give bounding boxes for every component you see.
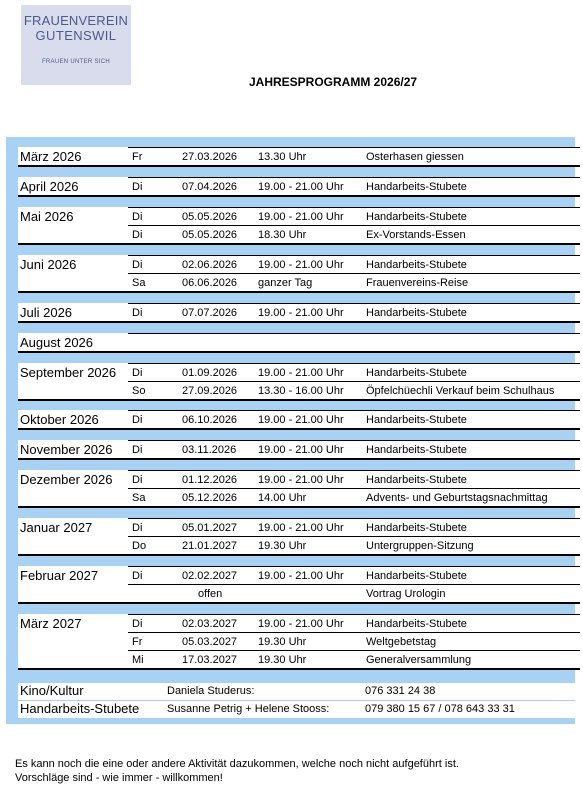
- event-date: 03.11.2026: [182, 444, 237, 456]
- event-date: 27.03.2026: [182, 151, 238, 163]
- event-row: [128, 381, 580, 399]
- month-label: Februar 2027: [20, 568, 99, 583]
- month-block: [18, 470, 580, 508]
- month-label: November 2026: [20, 442, 113, 457]
- month-label: März 2027: [20, 616, 82, 631]
- contact-phone: 079 380 15 67 / 078 643 33 31: [365, 703, 515, 715]
- event-day: Sa: [132, 277, 146, 289]
- month-block: [18, 440, 580, 460]
- event-title: Handarbeits-Stubete: [366, 259, 467, 271]
- event-date: 01.12.2026: [182, 474, 238, 486]
- event-time: 19.00 - 21.00 Uhr: [258, 570, 344, 582]
- event-row: [128, 333, 580, 351]
- event-row: [128, 518, 580, 536]
- event-time: 19.30 Uhr: [258, 636, 307, 648]
- event-row: [128, 147, 580, 165]
- event-date: 21.01.2027: [182, 540, 238, 552]
- event-day: Di: [132, 618, 143, 630]
- event-title: Advents- und Geburtstagsnachmittag: [366, 492, 548, 504]
- event-title: Handarbeits-Stubete: [366, 444, 467, 456]
- event-title: Generalversammlung: [366, 654, 472, 666]
- event-time: 13.30 - 16.00 Uhr: [258, 385, 344, 397]
- event-title: Vortrag Urologin: [366, 588, 446, 600]
- footer-note: [15, 757, 459, 785]
- logo-line1: FRAUENVEREIN: [23, 13, 129, 28]
- contact-row: [18, 683, 580, 700]
- event-time: 19.00 - 21.00 Uhr: [258, 181, 344, 193]
- event-date: 06.10.2026: [182, 414, 238, 426]
- event-date: 05.12.2026: [182, 492, 238, 504]
- contact-name: Susanne Petrig + Helene Stooss:: [167, 703, 330, 715]
- month-block: [18, 147, 580, 167]
- event-time: 19.00 - 21.00 Uhr: [258, 211, 344, 223]
- event-row: [128, 363, 580, 381]
- event-row: [128, 255, 580, 273]
- event-date: 07.07.2026: [182, 307, 238, 319]
- event-time: 18.30 Uhr: [258, 229, 307, 241]
- month-label: Juni 2026: [20, 257, 77, 272]
- contact-label: Handarbeits-Stubete: [20, 701, 140, 716]
- event-day: Di: [132, 229, 143, 241]
- event-day: Di: [132, 444, 143, 456]
- event-day: Di: [132, 259, 143, 271]
- event-row: [128, 614, 580, 632]
- event-date: 05.01.2027: [182, 522, 238, 534]
- event-row: [128, 470, 580, 488]
- event-time: 19.00 - 21.00 Uhr: [258, 522, 344, 534]
- event-title: Handarbeits-Stubete: [366, 307, 467, 319]
- event-date: 05.05.2026: [182, 229, 238, 241]
- month-label: August 2026: [20, 335, 94, 350]
- event-title: Osterhasen giessen: [366, 151, 464, 163]
- event-time: 13.30 Uhr: [258, 151, 307, 163]
- event-day: Di: [132, 211, 143, 223]
- month-label: Mai 2026: [20, 209, 74, 224]
- event-day: So: [132, 385, 146, 397]
- event-date: 06.06.2026: [182, 277, 238, 289]
- month-label: April 2026: [20, 179, 79, 194]
- event-time: 19.30 Uhr: [258, 540, 307, 552]
- contact-label: Kino/Kultur: [20, 683, 84, 698]
- event-day: Fr: [132, 151, 143, 163]
- event-title: Handarbeits-Stubete: [366, 414, 467, 426]
- event-row: [128, 650, 580, 668]
- event-date: 27.09.2026: [182, 385, 238, 397]
- event-time: 19.00 - 21.00 Uhr: [258, 259, 344, 271]
- event-day: Sa: [132, 492, 146, 504]
- event-row: [128, 440, 580, 458]
- event-title: Untergruppen-Sitzung: [366, 540, 474, 552]
- event-time: 19.00 - 21.00 Uhr: [258, 444, 344, 456]
- month-label: Januar 2027: [20, 520, 93, 535]
- month-block: [18, 363, 580, 401]
- contact-phone: 076 331 24 38: [365, 685, 436, 697]
- event-row: [128, 566, 580, 584]
- event-date: 02.02.2027: [182, 570, 238, 582]
- contact-row: [18, 701, 580, 718]
- month-label: Oktober 2026: [20, 412, 99, 427]
- event-time: 19.00 - 21.00 Uhr: [258, 474, 344, 486]
- logo: [21, 5, 131, 85]
- footer-line1: Es kann noch die eine oder andere Aktivität dazukommen, welche noch nicht aufgeführt ist.: [15, 758, 459, 770]
- month-block: [18, 333, 580, 353]
- event-day: Di: [132, 307, 143, 319]
- month-block: [18, 410, 580, 430]
- event-row: [128, 536, 580, 554]
- event-title: Handarbeits-Stubete: [366, 367, 467, 379]
- event-date: 05.03.2027: [182, 636, 238, 648]
- month-label: September 2026: [20, 365, 117, 380]
- event-day: Di: [132, 414, 143, 426]
- event-title: Weltgebetstag: [366, 636, 437, 648]
- event-row: [128, 273, 580, 291]
- program-table: [6, 137, 575, 724]
- month-label: Dezember 2026: [20, 472, 113, 487]
- event-row: [128, 225, 580, 243]
- event-title: Handarbeits-Stubete: [366, 474, 467, 486]
- event-day: Di: [132, 522, 143, 534]
- event-title: Frauenvereins-Reise: [366, 277, 469, 289]
- month-label: Juli 2026: [20, 305, 73, 320]
- event-row: [128, 488, 580, 506]
- event-date: 01.09.2026: [182, 367, 238, 379]
- event-time: 19.00 - 21.00 Uhr: [258, 414, 344, 426]
- event-time: 14.00 Uhr: [258, 492, 307, 504]
- event-date: offen: [198, 588, 223, 600]
- event-day: Di: [132, 474, 143, 486]
- event-row: [128, 410, 580, 428]
- month-block: [18, 518, 580, 556]
- month-block: [18, 566, 580, 604]
- event-row: [128, 584, 580, 602]
- event-title: Ex-Vorstands-Essen: [366, 229, 466, 241]
- month-block: [18, 207, 580, 245]
- event-day: Fr: [132, 636, 143, 648]
- event-date: 02.03.2027: [182, 618, 238, 630]
- month-block: [18, 177, 580, 197]
- event-title: Öpfelchüechli Verkauf beim Schulhaus: [366, 385, 555, 397]
- event-day: Di: [132, 181, 143, 193]
- event-title: Handarbeits-Stubete: [366, 570, 467, 582]
- event-time: ganzer Tag: [258, 277, 313, 289]
- month-block: [18, 614, 580, 670]
- event-day: Di: [132, 367, 143, 379]
- logo-line2: GUTENSWIL: [35, 28, 117, 43]
- event-time: 19.30 Uhr: [258, 654, 307, 666]
- event-date: 07.04.2026: [182, 181, 238, 193]
- event-row: [128, 632, 580, 650]
- month-block: [18, 255, 580, 293]
- month-label: März 2026: [20, 149, 82, 164]
- event-day: Mi: [132, 654, 144, 666]
- event-title: Handarbeits-Stubete: [366, 618, 467, 630]
- event-date: 02.06.2026: [182, 259, 238, 271]
- month-block: [18, 303, 580, 323]
- event-row: [128, 303, 580, 321]
- event-date: 17.03.2027: [182, 654, 238, 666]
- event-row: [128, 177, 580, 195]
- event-date: 05.05.2026: [182, 211, 238, 223]
- event-day: Do: [132, 540, 147, 552]
- event-day: Di: [132, 570, 143, 582]
- event-time: 19.00 - 21.00 Uhr: [258, 618, 344, 630]
- event-row: [128, 207, 580, 225]
- page-title: JAHRESPROGRAMM 2026/27: [249, 75, 418, 89]
- event-title: Handarbeits-Stubete: [366, 211, 467, 223]
- event-time: 19.00 - 21.00 Uhr: [258, 367, 344, 379]
- contact-name: Daniela Studerus:: [167, 685, 255, 697]
- event-time: 19.00 - 21.00 Uhr: [258, 307, 344, 319]
- footer-line2: Vorschläge sind - wie immer - willkommen!: [15, 772, 223, 784]
- logo-tagline: FRAUEN UNTER SICH: [41, 59, 111, 65]
- event-title: Handarbeits-Stubete: [366, 181, 467, 193]
- event-title: Handarbeits-Stubete: [366, 522, 467, 534]
